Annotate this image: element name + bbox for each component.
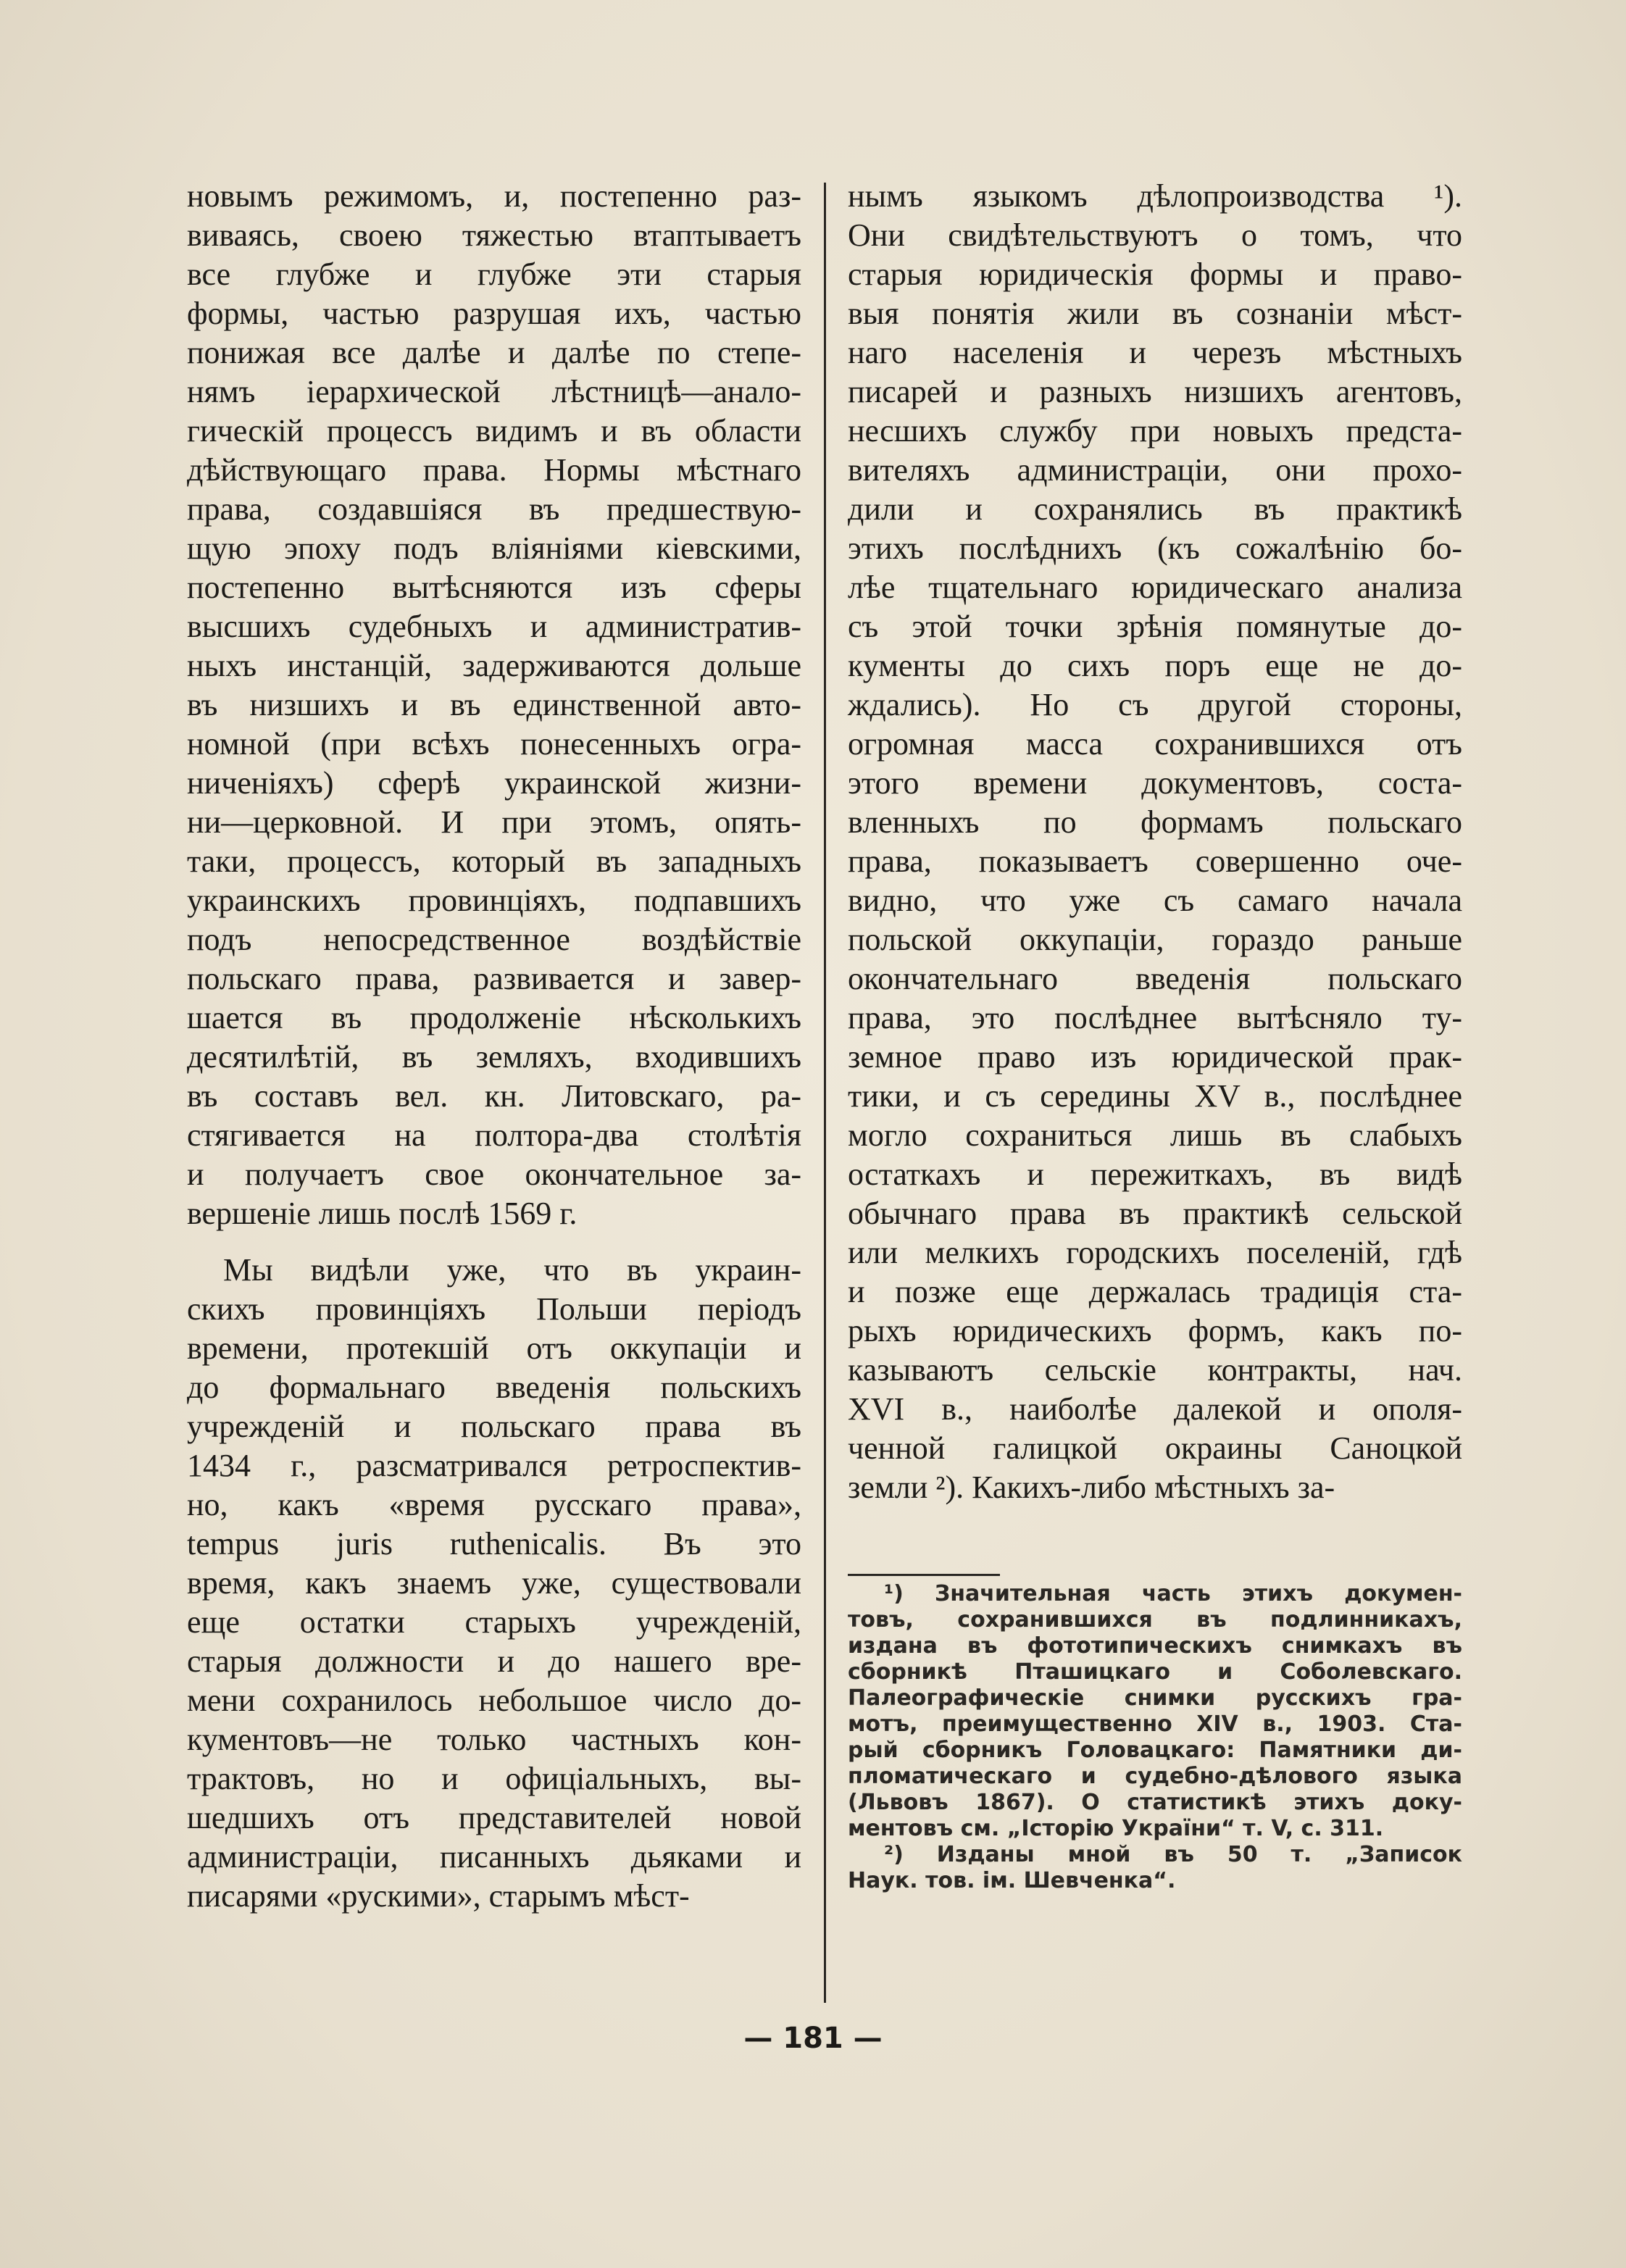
text-line: старыя юридическія формы и право- [848, 257, 1462, 292]
text-line: до формальнаго введенія польскихъ [187, 1369, 801, 1405]
left-column [187, 177, 801, 1916]
text-line: казываютъ сельскіе контракты, нач. [848, 1352, 1462, 1388]
text-line: десятилѣтій, въ земляхъ, входившихъ [187, 1039, 801, 1075]
text-line: ментовъ см. „Історію України“ т. V, с. 311. [848, 1816, 1384, 1841]
text-line: ¹) Значительная часть этихъ докумен- [884, 1581, 1462, 1606]
text-line: мени сохранилось небольшое число до- [187, 1683, 801, 1718]
text-line: старыя должности и до нашего вре- [187, 1643, 801, 1679]
text-line: Палеографическіе снимки русскихъ гра- [848, 1685, 1462, 1711]
text-line: тики, и съ середины XV в., послѣднее [848, 1078, 1462, 1114]
text-line: издана въ фототипическихъ снимкахъ въ [848, 1633, 1462, 1659]
footnote-2 [848, 1842, 1462, 1894]
text-line: формы, частью разрушая ихъ, частью [187, 296, 801, 331]
paragraph-1 [187, 177, 801, 1233]
text-line: этихъ послѣднихъ (къ сожалѣнію бо- [848, 530, 1462, 566]
text-line: но, какъ «время русскаго права», [187, 1487, 801, 1522]
text-line: подъ непосредственное воздѣйствіе [187, 922, 801, 957]
text-line: земли ²). Какихъ-либо мѣстныхъ за- [848, 1469, 1335, 1505]
text-line: несшихъ службу при новыхъ предста- [848, 413, 1462, 449]
text-line: таки, процессъ, который въ западныхъ [187, 843, 801, 879]
text-line: вленныхъ по формамъ польскаго [848, 804, 1462, 840]
text-line: время, какъ знаемъ уже, существовали [187, 1565, 801, 1601]
text-line: скихъ провинціяхъ Польши періодъ [187, 1291, 801, 1327]
footnote-separator [848, 1574, 1000, 1576]
text-line: вершеніе лишь послѣ 1569 г. [187, 1196, 578, 1231]
text-line: шедшихъ отъ представителей новой [187, 1800, 801, 1835]
text-line: украинскихъ провинціяхъ, подпавшихъ [187, 883, 801, 918]
footnote-1 [848, 1581, 1462, 1842]
text-line: шается въ продолженіе нѣсколькихъ [187, 1000, 801, 1035]
text-line: остаткахъ и пережиткахъ, въ видѣ [848, 1156, 1462, 1192]
text-line: въ низшихъ и въ единственной авто- [187, 687, 801, 722]
text-line: видно, что уже съ самаго начала [848, 883, 1462, 918]
text-line: сборникѣ Пташицкаго и Соболевскаго. [848, 1659, 1462, 1685]
text-line: новымъ режимомъ, и, постепенно раз- [187, 178, 801, 214]
text-line: наго населенія и черезъ мѣстныхъ [848, 335, 1462, 370]
text-line: мотъ, преимущественно XIV в., 1903. Ста- [848, 1712, 1462, 1737]
text-line: щую эпоху подъ вліяніями кіевскими, [187, 530, 801, 566]
text-line: писарями «рускими», старымъ мѣст- [187, 1878, 690, 1914]
text-line: (Львовъ 1867). О статистикѣ этихъ доку- [848, 1790, 1462, 1815]
text-line: нымъ языкомъ дѣлопроизводства ¹). [848, 178, 1462, 214]
text-line: польскаго права, развивается и завер- [187, 961, 801, 996]
text-line: права, показываетъ совершенно оче- [848, 843, 1462, 879]
text-line: кументовъ—не только частныхъ кон- [187, 1722, 801, 1757]
text-line: ченной галицкой окраины Саноцкой [848, 1430, 1462, 1466]
text-line: трактовъ, но и офиціальныхъ, вы- [187, 1761, 801, 1796]
text-line: нямъ іерархической лѣстницѣ—анало- [187, 374, 801, 409]
text-line: высшихъ судебныхъ и административ- [187, 609, 801, 644]
text-line: съ этой точки зрѣнія помянутые до- [848, 609, 1462, 644]
text-line: и получаетъ свое окончательное за- [187, 1156, 801, 1192]
text-line: 1434 г., разсматривался ретроспектив- [187, 1448, 801, 1483]
text-line: права, это послѣднее вытѣсняло ту- [848, 1000, 1462, 1035]
text-line: Наук. тов. ім. Шевченка“. [848, 1868, 1176, 1893]
text-line: вителяхъ администраціи, они прохо- [848, 452, 1462, 488]
text-line: понижая все далѣе и далѣе по степе- [187, 335, 801, 370]
text-line: дѣйствующаго права. Нормы мѣстнаго [187, 452, 801, 488]
column-divider [824, 183, 826, 2003]
text-line: права, создавшіяся въ предшествую- [187, 491, 801, 527]
text-line: все глубже и глубже эти старыя [187, 257, 801, 292]
text-line: администраціи, писанныхъ дьяками и [187, 1839, 801, 1875]
paragraph-3 [848, 177, 1462, 1507]
text-line: польской оккупаціи, гораздо раньше [848, 922, 1462, 957]
paragraph-2 [187, 1251, 801, 1916]
text-line: Они свидѣтельствуютъ о томъ, что [848, 217, 1462, 253]
page-number: — 181 — [743, 2022, 883, 2055]
text-line: обычнаго права въ практикѣ сельской [848, 1196, 1462, 1231]
text-line: дили и сохранялись въ практикѣ [848, 491, 1462, 527]
text-line: ²) Изданы мной въ 50 т. „Записок [884, 1842, 1462, 1867]
text-line: гическій процессъ видимъ и въ области [187, 413, 801, 449]
text-line: Мы видѣли уже, что въ украин- [223, 1252, 801, 1288]
right-column [848, 177, 1462, 1507]
text-line: окончательнаго введенія польскаго [848, 961, 1462, 996]
text-line: лѣе тщательнаго юридическаго анализа [848, 570, 1462, 605]
text-line: ниченіяхъ) сферѣ украинской жизни- [187, 765, 801, 801]
text-line: ждались). Но съ другой стороны, [848, 687, 1462, 722]
text-line: могло сохраниться лишь въ слабыхъ [848, 1117, 1462, 1153]
text-line: товъ, сохранившихся въ подлинникахъ, [848, 1607, 1462, 1633]
text-line: земное право изъ юридической прак- [848, 1039, 1462, 1075]
text-line: рый сборникъ Головацкаго: Памятники ди- [848, 1738, 1462, 1763]
text-line: ныхъ инстанцій, задерживаются дольше [187, 648, 801, 683]
text-line: и позже еще держалась традиція ста- [848, 1274, 1462, 1309]
text-line: учрежденій и польскаго права въ [187, 1409, 801, 1444]
text-line: номной (при всѣхъ понесенныхъ огра- [187, 726, 801, 762]
text-line: или мелкихъ городскихъ поселеній, гдѣ [848, 1235, 1462, 1270]
text-line: виваясь, своею тяжестью втаптываетъ [187, 217, 801, 253]
text-line: этого времени документовъ, соста- [848, 765, 1462, 801]
text-line: постепенно вытѣсняются изъ сферы [187, 570, 801, 605]
text-line: пломатическаго и судебно-дѣлового языка [848, 1764, 1462, 1789]
text-line: времени, протекшій отъ оккупаціи и [187, 1330, 801, 1366]
text-line: стягивается на полтора-два столѣтія [187, 1117, 801, 1153]
text-line: огромная масса сохранившихся отъ [848, 726, 1462, 762]
text-line: писарей и разныхъ низшихъ агентовъ, [848, 374, 1462, 409]
text-line: tempus juris ruthenicalis. Въ это [187, 1526, 801, 1562]
text-line: XVI в., наиболѣе далекой и ополя- [848, 1391, 1462, 1427]
footnotes [848, 1581, 1462, 1894]
text-line: кументы до сихъ поръ еще не до- [848, 648, 1462, 683]
text-line: рыхъ юридическихъ формъ, какъ по- [848, 1313, 1462, 1348]
text-line: въ составъ вел. кн. Литовскаго, ра- [187, 1078, 801, 1114]
text-line: ни—церковной. И при этомъ, опять- [187, 804, 801, 840]
text-line: еще остатки старыхъ учрежденій, [187, 1604, 801, 1640]
text-line: выя понятія жили въ сознаніи мѣст- [848, 296, 1462, 331]
